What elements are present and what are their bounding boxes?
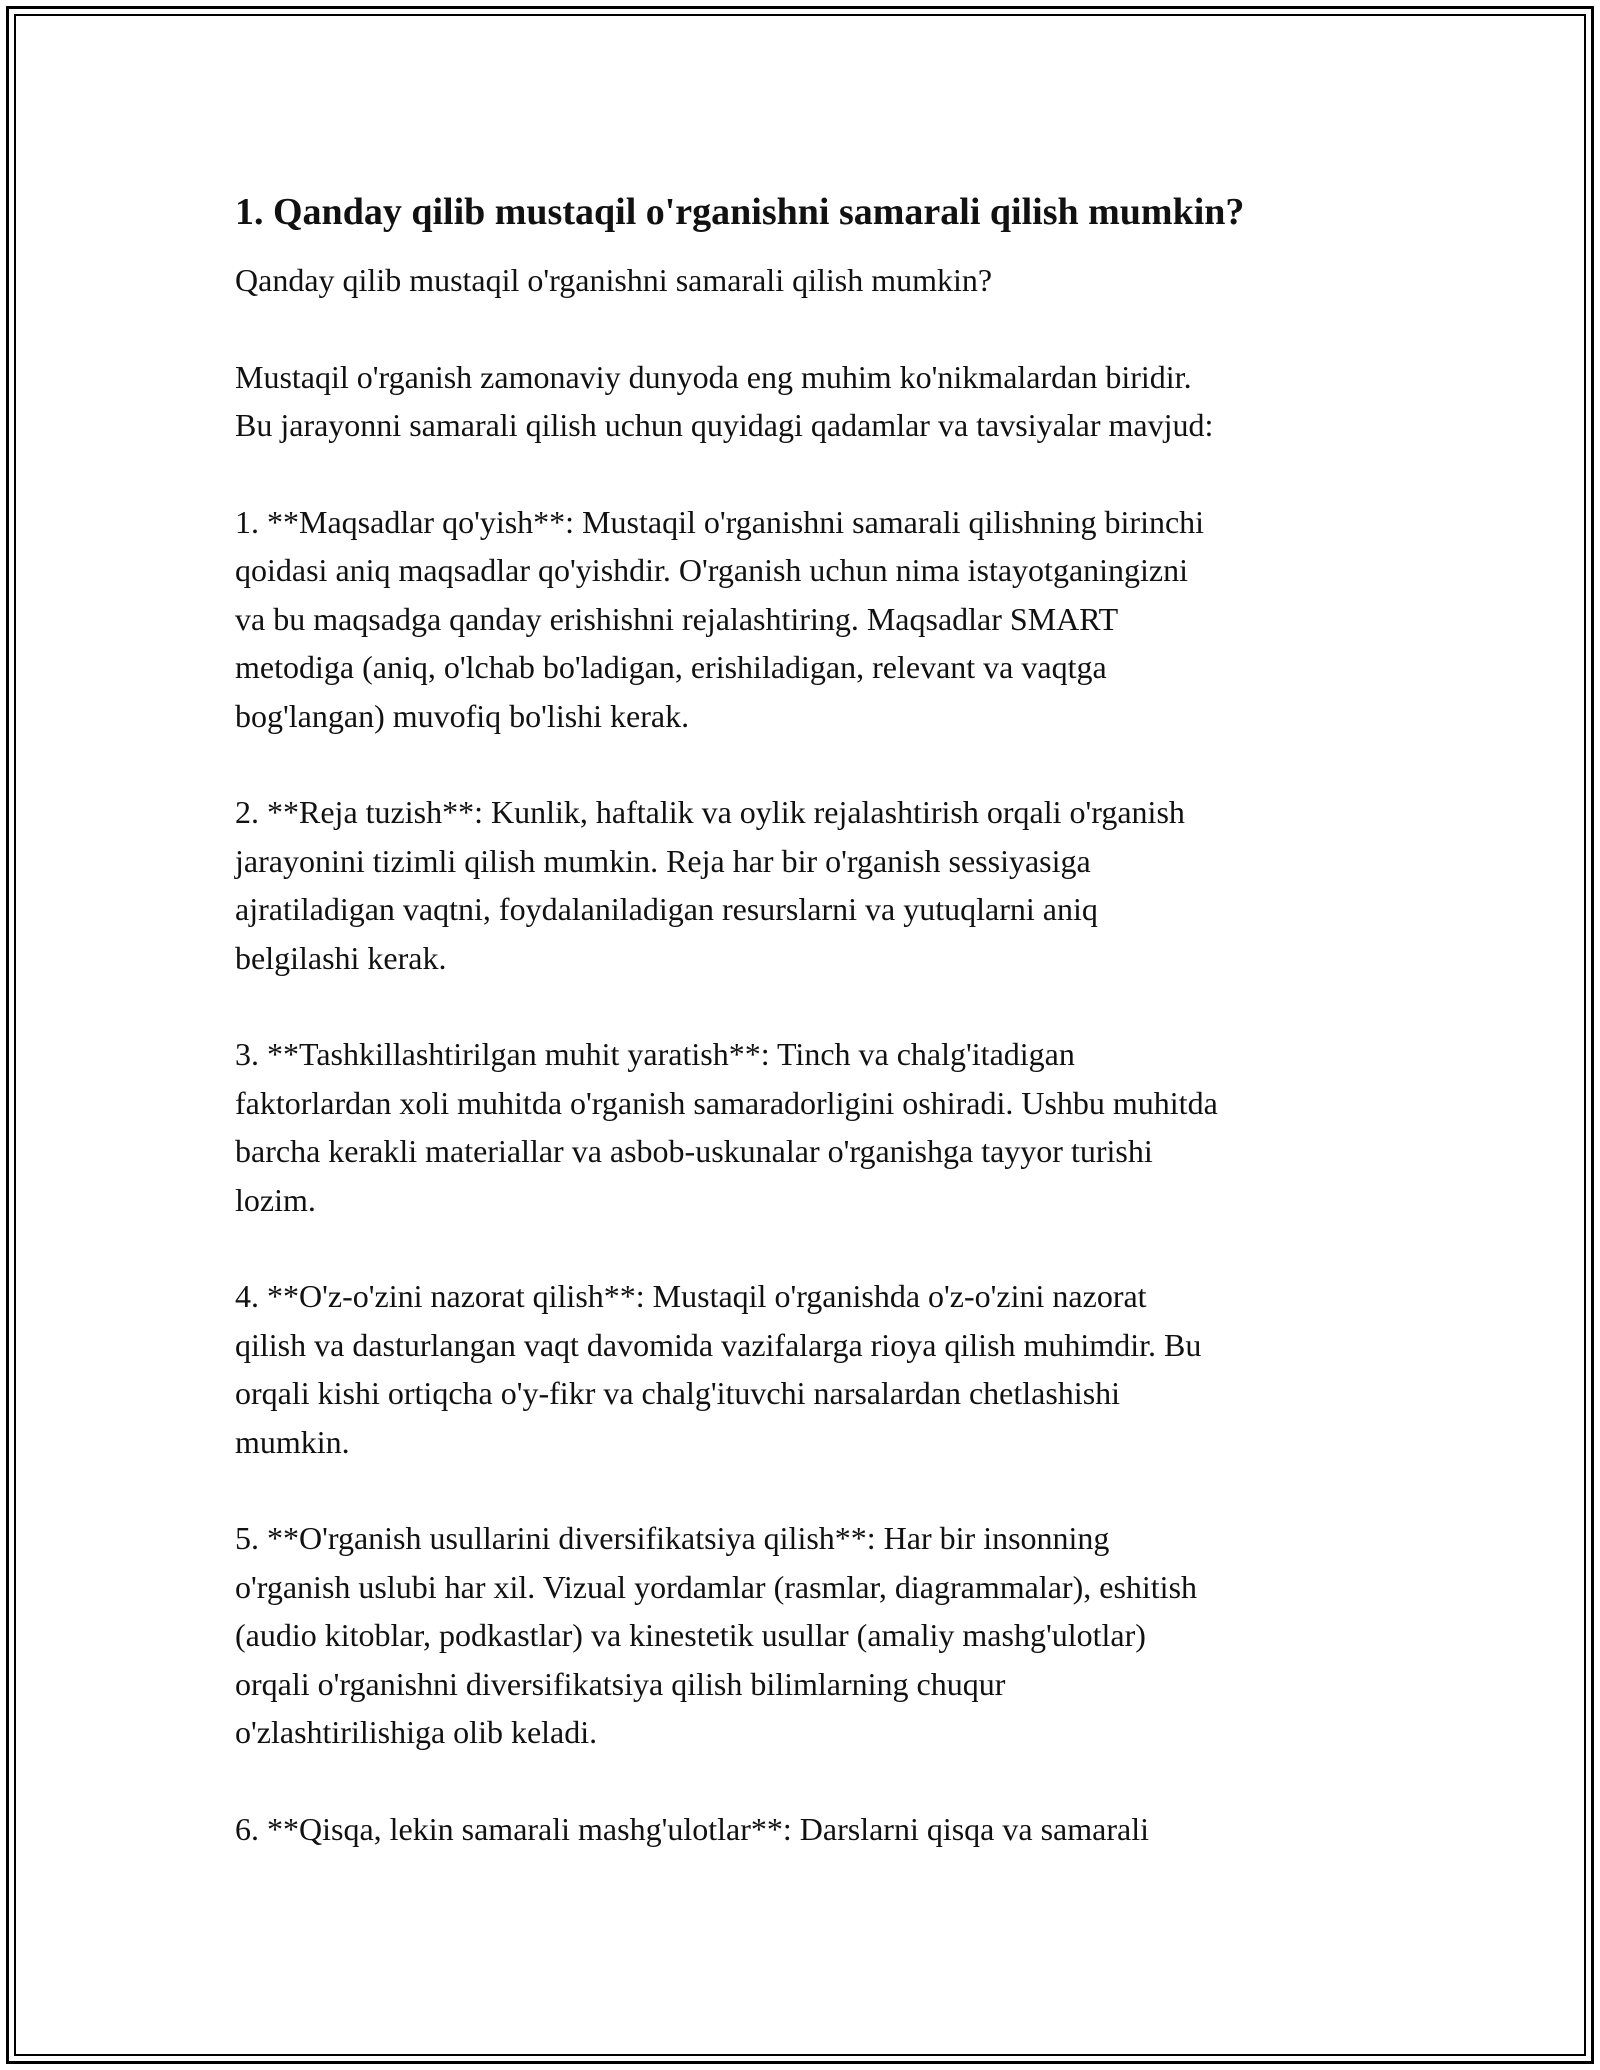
document-title: 1. Qanday qilib mustaqil o'rganishni samarali qilish mumkin? — [235, 191, 1245, 233]
paragraph-item-5: 5. **O'rganish usullarini diversifikatsiya qilish**: Har bir insonning o'rganish uslubi har xil. Vizual yordamlar (rasmlar, diagrammalar), eshitish (audio kitoblar, podkastlar) va kinestetik usullar (amaliy mashg'ulotlar) orqali o'rganishni diversifikatsiya qilish bilimlarning chuqur o'zlashtirilishiga olib keladi. — [235, 1520, 1198, 1751]
paragraph-item-2: 2. **Reja tuzish**: Kunlik, haftalik va oylik rejalashtirish orqali o'rganish jarayonini tizimli qilish mumkin. Reja har bir o'rganish sessiyasiga ajratiladigan vaqtni, foydalaniladigan resurslarni va yutuqlarni aniq belgilashi kerak. — [235, 794, 1185, 976]
paragraph-item-1: 1. **Maqsadlar qo'yish**: Mustaqil o'rganishni samarali qilishning birinchi qoidasi aniq maqsadlar qo'yishdir. O'rganish uchun nima istayotganingizni va bu maqsadga qanday erishishni rejalashtiring. Maqsadlar SMART metodiga (aniq, o'lchab bo'ladigan, erishiladigan, relevant va vaqtga bog'langan) muvofiq bo'lishi kerak. — [235, 504, 1205, 734]
paragraph-item-6: 6. **Qisqa, lekin samarali mashg'ulotlar**: Darslarni qisqa va samarali — [235, 1810, 1149, 1847]
document-body — [235, 188, 1375, 1902]
paragraph-question: Qanday qilib mustaqil o'rganishni samarali qilish mumkin? — [235, 262, 993, 298]
paragraph-intro: Mustaqil o'rganish zamonaviy dunyoda eng muhim ko'nikmalardan biridir. Bu jarayonni samarali qilish uchun quyidagi qadamlar va tavsiyalar mavjud: — [235, 358, 1214, 444]
paragraph-item-3: 3. **Tashkillashtirilgan muhit yaratish**: Tinch va chalg'itadigan faktorlardan xoli muhitda o'rganish samaradorligini oshiradi. Ushbu muhitda barcha kerakli materiallar va asbob-uskunalar o'rganishga tayyor turishi lozim. — [235, 1036, 1218, 1218]
paragraph-item-4: 4. **O'z-o'zini nazorat qilish**: Mustaqil o'rganishda o'z-o'zini nazorat qilish va dasturlangan vaqt davomida vazifalarga rioya qilish muhimdir. Bu orqali kishi ortiqcha o'y-fikr va chalg'ituvchi narsalardan chetlashishi mumkin. — [235, 1278, 1202, 1460]
